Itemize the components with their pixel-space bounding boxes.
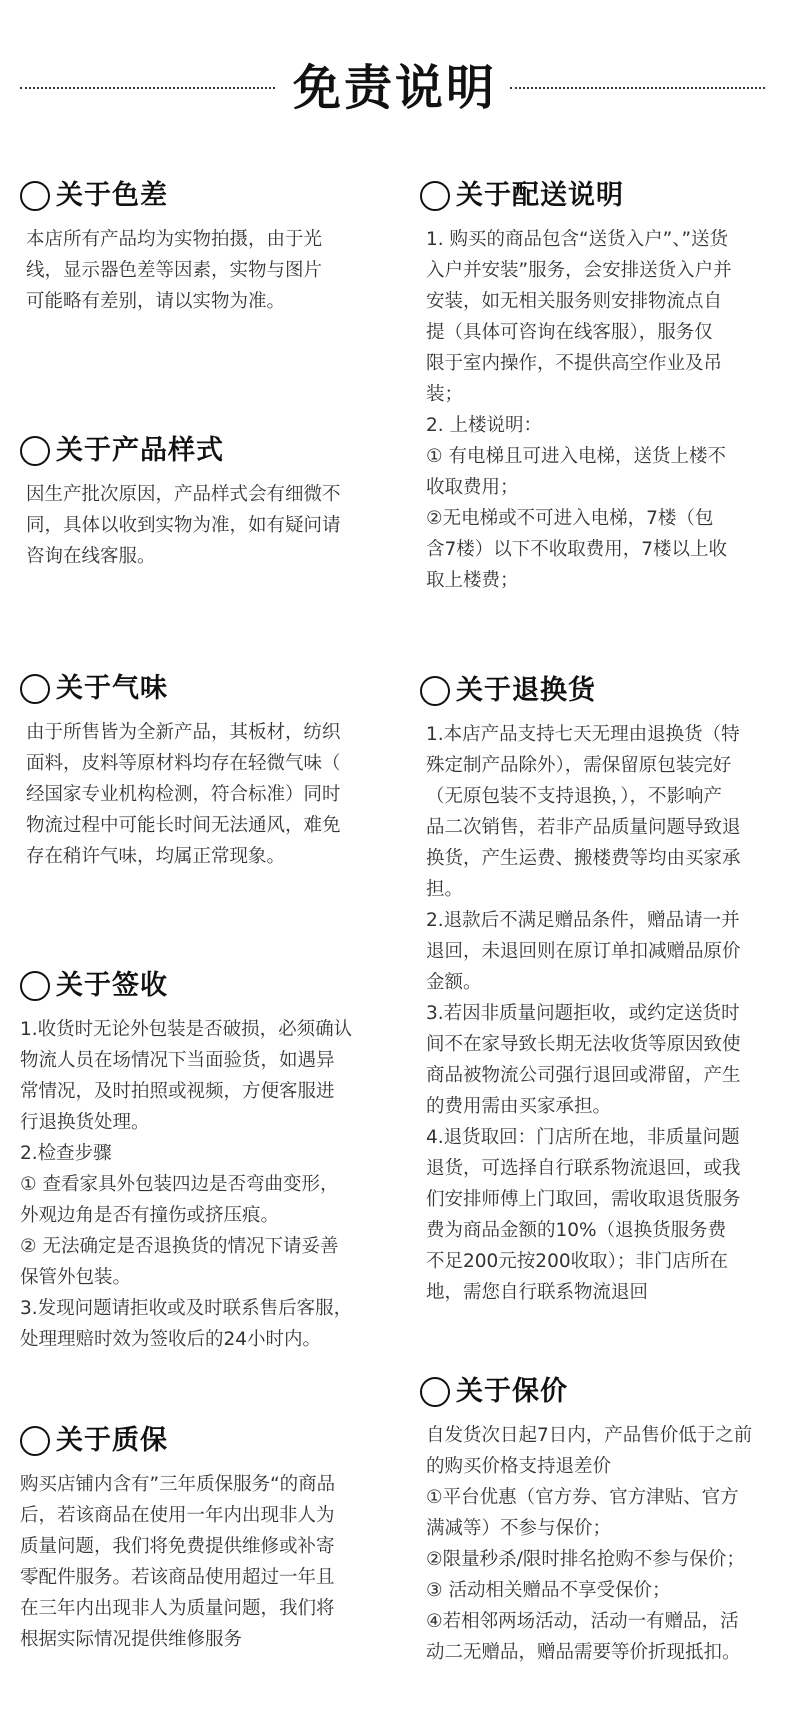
circle-icon <box>20 674 50 704</box>
section-color-difference <box>20 176 380 317</box>
text-line: 常情况，及时拍照或视频，方便客服进 <box>20 1081 335 1102</box>
text-line: 3.若因非质量问题拒收，或约定送货时 <box>426 1003 740 1024</box>
circle-icon <box>420 181 450 211</box>
text-line: ④若相邻两场活动，活动一有赠品，活 <box>426 1611 739 1632</box>
section-title: 关于保价 <box>456 1376 568 1407</box>
text-line: 购买店铺内含有”三年质保服务“的商品 <box>20 1474 336 1495</box>
text-line: 品二次销售，若非产品质量问题导致退 <box>426 817 741 838</box>
text-line: 的购买价格支持退差价 <box>426 1456 612 1477</box>
text-line: 处理理赔时效为签收后的24小时内。 <box>20 1329 322 1350</box>
section-signing <box>20 966 380 1355</box>
text-line: 金额。 <box>426 972 482 993</box>
section-body <box>20 224 380 317</box>
text-line: 质量问题，我们将免费提供维修或补寄 <box>20 1536 335 1557</box>
text-line: 取上楼费； <box>426 570 519 591</box>
text-line: 限于室内操作，不提供高空作业及吊 <box>426 353 723 374</box>
section-title: 关于签收 <box>56 970 168 1001</box>
text-line: 2.检查步骤 <box>20 1143 112 1164</box>
text-line: ①平台优惠（官方券、官方津贴、官方 <box>426 1487 739 1508</box>
circle-icon <box>420 676 450 706</box>
text-line: 1.收货时无论外包装是否破损，必须确认 <box>20 1019 353 1040</box>
section-body <box>20 1014 380 1355</box>
text-line: 行退换货处理。 <box>20 1112 150 1133</box>
text-line: 自发货次日起7日内，产品售价低于之前 <box>426 1425 753 1446</box>
text-line: 存在稍许气味，均属正常现象。 <box>26 846 286 867</box>
circle-icon <box>20 436 50 466</box>
text-line: 零配件服务。若该商品使用超过一年且 <box>20 1567 335 1588</box>
text-line: 商品被物流公司强行退回或滞留，产生 <box>426 1065 741 1086</box>
text-line: （无原包装不支持退换，），不影响产 <box>426 786 723 807</box>
text-line: 满减等）不参与保价； <box>426 1518 612 1539</box>
section-price-protection <box>420 1372 785 1668</box>
text-line: 4.退货取回：门店所在地，非质量问题 <box>426 1127 740 1148</box>
section-title: 关于配送说明 <box>456 180 624 211</box>
text-line: 2.退款后不满足赠品条件，赠品请一并 <box>426 910 740 931</box>
text-line: ②无电梯或不可进入电梯，7楼（包 <box>426 508 714 529</box>
title-area <box>0 50 790 130</box>
text-line: 物流过程中可能长时间无法通风，难免 <box>26 815 341 836</box>
text-line: 面料，皮料等原材料均存在轻微气味（ <box>26 753 341 774</box>
text-line: 收取费用； <box>426 477 519 498</box>
text-line: 费为商品金额的10%（退换货服务费 <box>426 1220 727 1241</box>
text-line: 保管外包装。 <box>20 1267 132 1288</box>
text-line: ① 有电梯且可进入电梯，送货上楼不 <box>426 446 726 467</box>
text-line: 由于所售皆为全新产品，其板材，纺织 <box>26 722 341 743</box>
text-line: 同，具体以收到实物为准，如有疑问请 <box>26 515 341 536</box>
text-line: 入户并安装”服务，会安排送货入户并 <box>426 260 732 281</box>
text-line: 提（具体可咨询在线客服），服务仅 <box>426 322 713 343</box>
text-line: 换货，产生运费、搬楼费等均由买家承 <box>426 848 741 869</box>
section-title: 关于气味 <box>56 673 168 704</box>
text-line: 不足200元按200收取）；非门店所在 <box>426 1251 728 1272</box>
text-line: 根据实际情况提供维修服务 <box>20 1629 243 1650</box>
text-line: 外观边角是否有撞伤或挤压痕。 <box>20 1205 280 1226</box>
text-line: 们安排师傅上门取回，需收取退货服务 <box>426 1189 741 1210</box>
text-line: ① 查看家具外包装四边是否弯曲变形， <box>20 1174 339 1195</box>
section-body <box>420 719 785 1308</box>
text-line: 可能略有差别，请以实物为准。 <box>26 291 286 312</box>
circle-icon <box>420 1377 450 1407</box>
text-line: 后，若该商品在使用一年内出现非人为 <box>20 1505 335 1526</box>
section-delivery <box>420 176 785 596</box>
text-line: 动二无赠品，赠品需要等价折现抵扣。 <box>426 1642 741 1663</box>
section-body <box>420 224 785 596</box>
text-line: 含7楼）以下不收取费用，7楼以上收 <box>426 539 728 560</box>
text-line: 因生产批次原因，产品样式会有细微不 <box>26 484 341 505</box>
text-line: 1.本店产品支持七天无理由退换货（特 <box>426 724 740 745</box>
section-body <box>20 1469 380 1655</box>
section-title: 关于退换货 <box>456 675 596 706</box>
text-line: 2. 上楼说明： <box>426 415 543 436</box>
text-line: 在三年内出现非人为质量问题，我们将 <box>20 1598 335 1619</box>
circle-icon <box>20 181 50 211</box>
title-divider-right <box>510 87 765 89</box>
section-body <box>420 1420 785 1668</box>
section-returns <box>420 671 785 1308</box>
section-title: 关于产品样式 <box>56 435 224 466</box>
text-line: 地，需您自行联系物流退回 <box>426 1282 649 1303</box>
circle-icon <box>20 1426 50 1456</box>
section-title: 关于色差 <box>56 180 168 211</box>
text-line: 经国家专业机构检测，符合标准）同时 <box>26 784 341 805</box>
section-body <box>20 479 380 572</box>
text-line: 退回，未退回则在原订单扣减赠品原价 <box>426 941 741 962</box>
circle-icon <box>20 971 50 1001</box>
text-line: 殊定制产品除外），需保留原包装完好 <box>426 755 732 776</box>
text-line: 间不在家导致长期无法收货等原因致使 <box>426 1034 741 1055</box>
text-line: ②限量秒杀/限时排名抢购不参与保价； <box>426 1549 745 1570</box>
section-product-style <box>20 431 380 572</box>
page-title: 免责说明 <box>292 60 497 116</box>
text-line: 1. 购买的商品包含“送货入户”、”送货 <box>426 229 729 250</box>
text-line: 线，显示器色差等因素，实物与图片 <box>26 260 323 281</box>
section-warranty <box>20 1421 380 1655</box>
text-line: 装； <box>426 384 464 405</box>
section-title: 关于质保 <box>56 1425 168 1456</box>
text-line: 本店所有产品均为实物拍摄，由于光 <box>26 229 323 250</box>
text-line: 担。 <box>426 879 464 900</box>
text-line: 退货，可选择自行联系物流退回，或我 <box>426 1158 741 1179</box>
text-line: 物流人员在场情况下当面验货，如遇异 <box>20 1050 335 1071</box>
text-line: 的费用需由买家承担。 <box>426 1096 612 1117</box>
text-line: ② 无法确定是否退换货的情况下请妥善 <box>20 1236 339 1257</box>
text-line: 安装，如无相关服务则安排物流点自 <box>426 291 723 312</box>
section-body <box>20 717 380 872</box>
text-line: ③ 活动相关赠品不享受保价； <box>426 1580 671 1601</box>
section-odor <box>20 669 380 872</box>
text-line: 3.发现问题请拒收或及时联系售后客服， <box>20 1298 353 1319</box>
text-line: 咨询在线客服。 <box>26 546 156 567</box>
